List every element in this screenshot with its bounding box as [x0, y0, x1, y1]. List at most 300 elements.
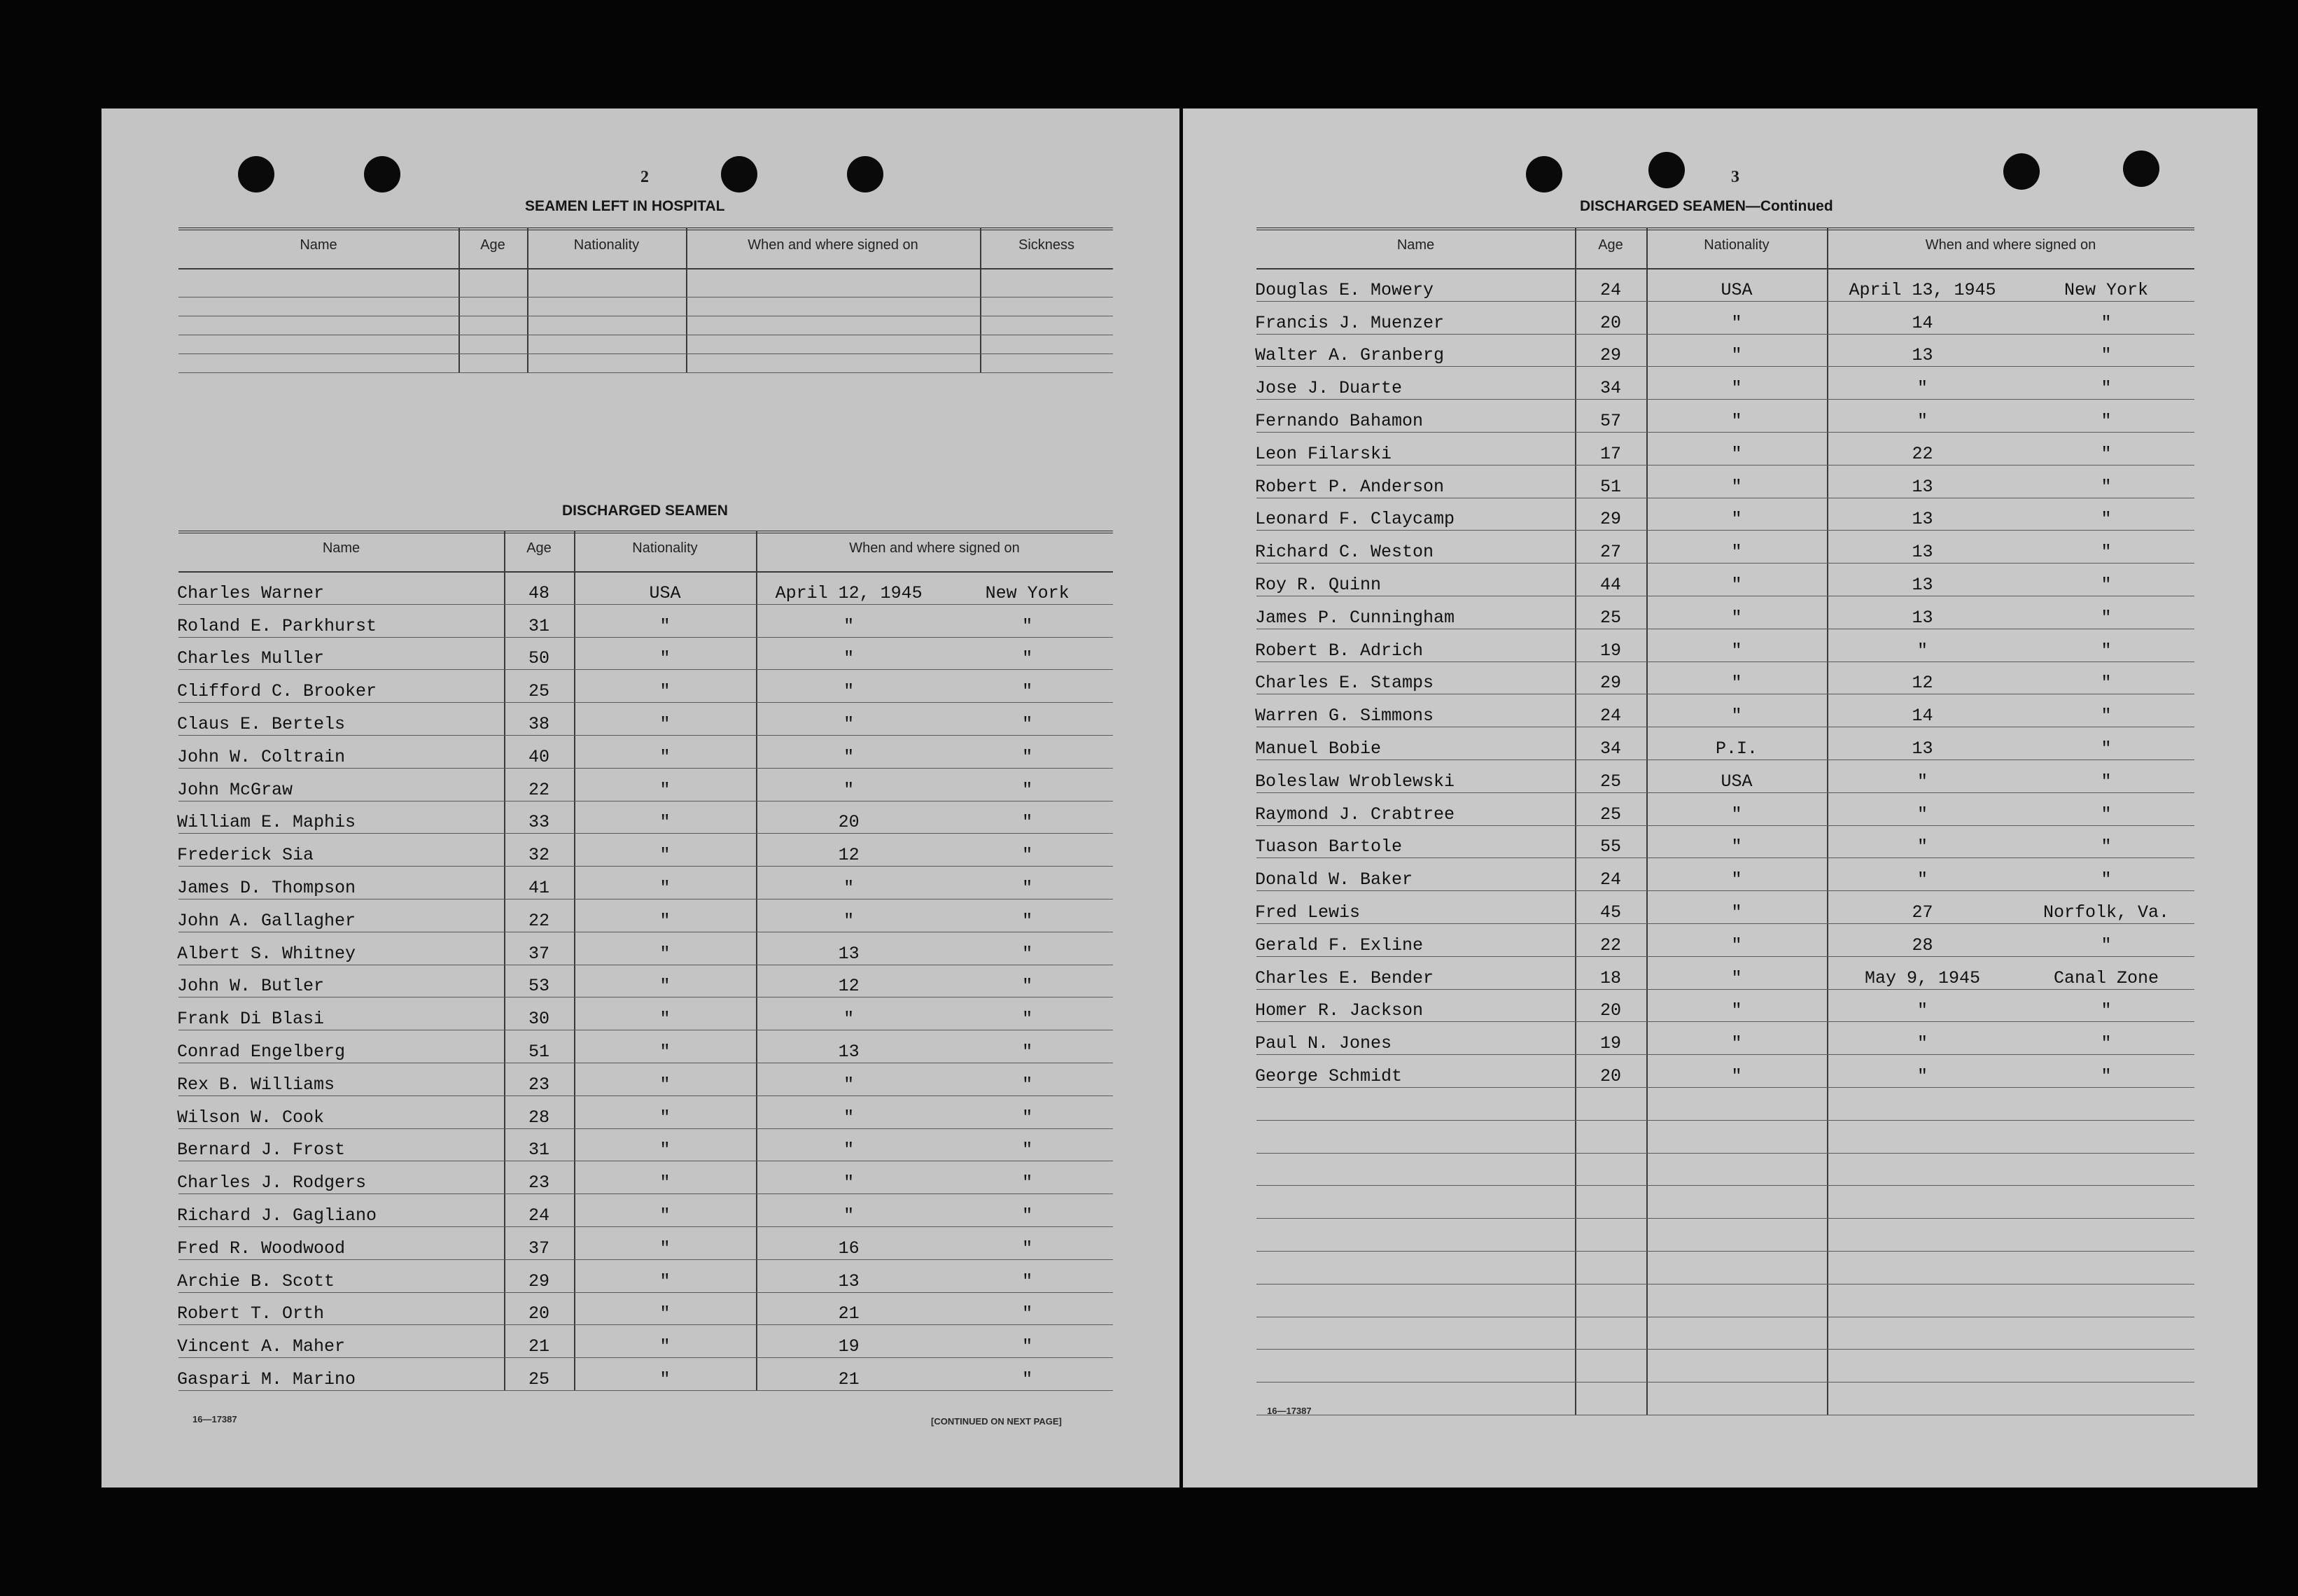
column-header: Name: [1396, 237, 1435, 253]
seaman-nationality: ": [659, 1303, 671, 1324]
seaman-name: Frederick Sia: [177, 845, 314, 866]
row-rule: [178, 1259, 1113, 1260]
column-divider: [527, 227, 528, 372]
signed-on-place: ": [1022, 812, 1033, 833]
seaman-nationality: ": [659, 779, 671, 800]
seaman-age: 29: [1599, 509, 1621, 530]
row-rule: [178, 833, 1113, 834]
hospital-section-title: SEAMEN LEFT IN HOSPITAL: [525, 198, 725, 214]
signed-on-place: ": [2101, 738, 2112, 759]
signed-on-place: ": [2101, 411, 2112, 431]
right-page: [1183, 108, 2257, 1488]
seaman-name: Gaspari M. Marino: [177, 1369, 356, 1390]
signed-on-date: ": [1917, 1000, 1928, 1021]
seaman-nationality: ": [1731, 902, 1742, 923]
column-header: When and where signed on: [1925, 237, 2096, 253]
seaman-age: 22: [1599, 934, 1621, 955]
seaman-nationality: ": [1731, 640, 1742, 661]
seaman-age: 19: [1599, 1033, 1621, 1054]
seaman-age: 23: [528, 1074, 549, 1095]
signed-on-place: ": [1022, 779, 1033, 800]
seaman-nationality: ": [1731, 443, 1742, 464]
signed-on-date: 13: [838, 1042, 860, 1062]
seaman-age: 25: [1599, 607, 1621, 628]
seaman-age: 24: [1599, 279, 1621, 300]
signed-on-place: ": [1022, 1172, 1033, 1194]
row-rule: [1256, 923, 2194, 924]
seaman-nationality: ": [659, 714, 671, 734]
signed-on-date: ": [843, 746, 855, 767]
seaman-nationality: ": [1731, 967, 1742, 988]
seaman-name: Roland E. Parkhurst: [177, 615, 377, 636]
row-rule: [1256, 989, 2194, 990]
seaman-age: 19: [1599, 640, 1621, 661]
seaman-age: 27: [1599, 542, 1621, 563]
signed-on-place: ": [1022, 1270, 1033, 1292]
seaman-nationality: ": [659, 1336, 671, 1357]
signed-on-place: ": [1022, 1074, 1033, 1095]
seaman-age: 24: [528, 1205, 549, 1226]
seaman-name: Robert B. Adrich: [1255, 640, 1424, 661]
seaman-nationality: USA: [1721, 279, 1753, 300]
header-rule: [178, 268, 1113, 270]
seaman-name: Robert P. Anderson: [1255, 476, 1445, 497]
form-number: 16—17387: [1267, 1406, 1312, 1416]
row-rule: [178, 801, 1113, 802]
signed-on-date: ": [1917, 804, 1928, 825]
column-divider: [686, 227, 687, 372]
punch-hole: [2123, 150, 2159, 187]
signed-on-date: ": [1917, 836, 1928, 858]
page-number: 2: [640, 168, 649, 186]
seaman-nationality: ": [1731, 542, 1742, 563]
signed-on-date: 16: [838, 1238, 860, 1259]
seaman-name: Leon Filarski: [1255, 443, 1392, 464]
seaman-nationality: ": [1731, 869, 1742, 890]
signed-on-date: 13: [1912, 542, 1933, 563]
seaman-name: Robert T. Orth: [177, 1303, 325, 1324]
signed-on-place: ": [1022, 615, 1033, 636]
row-rule: [178, 866, 1113, 867]
column-header: When and where signed on: [849, 540, 1020, 556]
signed-on-place: ": [2101, 934, 2112, 955]
column-header: Age: [1598, 237, 1623, 253]
seaman-name: Frank Di Blasi: [177, 1009, 325, 1030]
seaman-age: 41: [528, 878, 549, 898]
column-header: Age: [526, 540, 552, 556]
seaman-name: Manuel Bobie: [1255, 738, 1382, 759]
signed-on-date: 13: [1912, 607, 1933, 628]
row-rule: [1256, 334, 2194, 335]
signed-on-date: 12: [1912, 673, 1933, 694]
signed-on-date: 13: [1912, 345, 1933, 366]
seaman-nationality: ": [659, 943, 671, 964]
seaman-age: 23: [528, 1172, 549, 1194]
signed-on-date: 22: [1912, 443, 1933, 464]
column-header: Nationality: [632, 540, 698, 556]
signed-on-date: 12: [838, 845, 860, 866]
signed-on-date: ": [1917, 771, 1928, 792]
seaman-name: Albert S. Whitney: [177, 943, 356, 964]
row-rule: [1256, 366, 2194, 367]
seaman-age: 24: [1599, 706, 1621, 727]
seaman-name: Jose J. Duarte: [1255, 378, 1403, 399]
row-rule: [178, 604, 1113, 605]
seaman-age: 38: [528, 714, 549, 734]
row-rule: [1256, 1153, 2194, 1154]
form-number: 16—17387: [192, 1414, 237, 1424]
signed-on-place: ": [1022, 1042, 1033, 1062]
seaman-age: 34: [1599, 738, 1621, 759]
signed-on-place: ": [1022, 1369, 1033, 1390]
seaman-nationality: ": [1731, 607, 1742, 628]
seaman-nationality: ": [659, 1270, 671, 1292]
signed-on-place: ": [2101, 345, 2112, 366]
seaman-nationality: ": [659, 1042, 671, 1062]
signed-on-place: ": [2101, 673, 2112, 694]
seaman-age: 51: [528, 1042, 549, 1062]
seaman-name: Roy R. Quinn: [1255, 575, 1382, 595]
seaman-age: 37: [528, 943, 549, 964]
signed-on-date: ": [843, 681, 855, 702]
seaman-name: Charles Muller: [177, 648, 325, 669]
seaman-age: 25: [1599, 771, 1621, 792]
seaman-age: 33: [528, 812, 549, 833]
seaman-age: 55: [1599, 836, 1621, 858]
seaman-age: 29: [1599, 673, 1621, 694]
column-header: Name: [300, 237, 337, 253]
seaman-nationality: ": [659, 1107, 671, 1128]
signed-on-place: ": [1022, 746, 1033, 767]
seaman-nationality: ": [659, 1140, 671, 1161]
seaman-age: 50: [528, 648, 549, 669]
signed-on-date: 14: [1912, 706, 1933, 727]
seaman-name: Fred Lewis: [1255, 902, 1361, 923]
seaman-nationality: ": [1731, 1000, 1742, 1021]
signed-on-place: ": [2101, 771, 2112, 792]
seaman-nationality: ": [1731, 1066, 1742, 1086]
signed-on-date: ": [843, 910, 855, 931]
seaman-age: 25: [528, 1369, 549, 1390]
seaman-age: 21: [528, 1336, 549, 1357]
signed-on-date: April 13, 1945: [1849, 279, 1996, 300]
row-rule: [1256, 825, 2194, 826]
seaman-nationality: ": [659, 1238, 671, 1259]
seaman-age: 40: [528, 746, 549, 767]
signed-on-place: New York: [985, 582, 1070, 603]
row-rule: [1256, 792, 2194, 793]
signed-on-place: ": [1022, 943, 1033, 964]
signed-on-place: ": [1022, 1336, 1033, 1357]
seaman-age: 30: [528, 1009, 549, 1030]
signed-on-date: ": [843, 1074, 855, 1095]
seaman-name: Paul N. Jones: [1255, 1033, 1392, 1054]
signed-on-date: 14: [1912, 312, 1933, 333]
signed-on-place: ": [1022, 1205, 1033, 1226]
row-rule: [1256, 563, 2194, 564]
row-rule: [178, 735, 1113, 736]
seaman-nationality: ": [659, 1369, 671, 1390]
row-rule: [178, 372, 1113, 373]
seaman-age: 31: [528, 1140, 549, 1161]
row-rule: [178, 1128, 1113, 1129]
signed-on-date: 21: [838, 1369, 860, 1390]
seaman-age: 53: [528, 976, 549, 997]
seaman-nationality: ": [1731, 673, 1742, 694]
seaman-name: Gerald F. Exline: [1255, 934, 1424, 955]
signed-on-date: 28: [1912, 934, 1933, 955]
signed-on-date: ": [1917, 869, 1928, 890]
punch-hole: [1648, 152, 1685, 188]
row-rule: [178, 637, 1113, 638]
signed-on-date: ": [843, 1107, 855, 1128]
signed-on-place: ": [2101, 804, 2112, 825]
seaman-age: 45: [1599, 902, 1621, 923]
signed-on-place: ": [2101, 1066, 2112, 1086]
left-page: [101, 108, 1179, 1488]
signed-on-date: 13: [1912, 738, 1933, 759]
signed-on-date: ": [1917, 378, 1928, 399]
column-header: Nationality: [1704, 237, 1770, 253]
signed-on-place: ": [1022, 681, 1033, 702]
signed-on-date: 19: [838, 1336, 860, 1357]
row-rule: [178, 1292, 1113, 1293]
seaman-name: Archie B. Scott: [177, 1270, 335, 1292]
signed-on-place: ": [2101, 1033, 2112, 1054]
seaman-name: Conrad Engelberg: [177, 1042, 346, 1062]
signed-on-place: ": [2101, 836, 2112, 858]
seaman-nationality: ": [1731, 411, 1742, 431]
seaman-age: 18: [1599, 967, 1621, 988]
seaman-nationality: ": [1731, 804, 1742, 825]
seaman-age: 22: [528, 910, 549, 931]
punch-hole: [364, 156, 400, 192]
signed-on-place: ": [1022, 910, 1033, 931]
seaman-nationality: ": [659, 681, 671, 702]
row-rule: [178, 297, 1113, 298]
row-rule: [1256, 1054, 2194, 1055]
seaman-nationality: ": [659, 910, 671, 931]
row-rule: [1256, 1120, 2194, 1121]
signed-on-date: ": [843, 779, 855, 800]
seaman-age: 22: [528, 779, 549, 800]
signed-on-place: ": [2101, 706, 2112, 727]
row-rule: [1256, 1251, 2194, 1252]
seaman-age: 20: [1599, 1066, 1621, 1086]
row-rule: [1256, 1218, 2194, 1219]
seaman-nationality: ": [1731, 509, 1742, 530]
signed-on-date: ": [843, 1140, 855, 1161]
seaman-name: Charles J. Rodgers: [177, 1172, 367, 1194]
seaman-name: John W. Butler: [177, 976, 325, 997]
table-top-rule: [178, 531, 1113, 533]
signed-on-place: ": [1022, 1107, 1033, 1128]
header-rule: [178, 571, 1113, 573]
row-rule: [1256, 956, 2194, 957]
signed-on-date: ": [843, 648, 855, 669]
row-rule: [1256, 1349, 2194, 1350]
row-rule: [1256, 301, 2194, 302]
signed-on-place: ": [1022, 1140, 1033, 1161]
signed-on-date: 21: [838, 1303, 860, 1324]
signed-on-place: ": [2101, 640, 2112, 661]
signed-on-date: 13: [1912, 509, 1933, 530]
seaman-name: James P. Cunningham: [1255, 607, 1455, 628]
discharged-section-title: DISCHARGED SEAMEN: [562, 503, 728, 519]
header-rule: [1256, 268, 2194, 270]
seaman-name: George Schmidt: [1255, 1066, 1403, 1086]
seaman-age: 31: [528, 615, 549, 636]
row-rule: [1256, 1087, 2194, 1088]
seaman-nationality: ": [1731, 934, 1742, 955]
signed-on-place: ": [1022, 845, 1033, 866]
seaman-name: John W. Coltrain: [177, 746, 346, 767]
column-divider: [980, 227, 981, 372]
seaman-age: 17: [1599, 443, 1621, 464]
seaman-age: 48: [528, 582, 549, 603]
punch-hole: [721, 156, 757, 192]
seaman-name: Tuason Bartole: [1255, 836, 1403, 858]
seaman-nationality: ": [1731, 575, 1742, 595]
signed-on-date: ": [1917, 1033, 1928, 1054]
seaman-name: Homer R. Jackson: [1255, 1000, 1424, 1021]
punch-hole: [2003, 153, 2040, 190]
row-rule: [1256, 530, 2194, 531]
row-rule: [1256, 399, 2194, 400]
seaman-name: John A. Gallagher: [177, 910, 356, 931]
signed-on-place: ": [2101, 607, 2112, 628]
signed-on-place: ": [1022, 976, 1033, 997]
seaman-name: Donald W. Baker: [1255, 869, 1413, 890]
row-rule: [1256, 1021, 2194, 1022]
seaman-name: Leonard F. Claycamp: [1255, 509, 1455, 530]
signed-on-date: April 12, 1945: [775, 582, 923, 603]
seaman-age: 51: [1599, 476, 1621, 497]
column-header: Sickness: [1018, 237, 1075, 253]
row-rule: [1256, 1185, 2194, 1186]
signed-on-date: ": [1917, 1066, 1928, 1086]
signed-on-place: ": [2101, 443, 2112, 464]
signed-on-date: ": [843, 1009, 855, 1030]
seaman-nationality: USA: [1721, 771, 1753, 792]
seaman-name: Raymond J. Crabtree: [1255, 804, 1455, 825]
punch-hole: [847, 156, 883, 192]
seaman-age: 20: [1599, 1000, 1621, 1021]
signed-on-place: Canal Zone: [2053, 967, 2159, 988]
seaman-age: 44: [1599, 575, 1621, 595]
signed-on-date: 13: [1912, 575, 1933, 595]
right-section-title: DISCHARGED SEAMEN—Continued: [1580, 198, 1833, 214]
seaman-name: Douglas E. Mowery: [1255, 279, 1434, 300]
signed-on-place: ": [2101, 509, 2112, 530]
seaman-nationality: ": [1731, 836, 1742, 858]
signed-on-date: 13: [838, 943, 860, 964]
seaman-name: Claus E. Bertels: [177, 714, 346, 734]
signed-on-date: ": [1917, 640, 1928, 661]
signed-on-place: ": [2101, 575, 2112, 595]
seaman-age: 20: [528, 1303, 549, 1324]
column-divider: [458, 227, 460, 372]
seaman-name: Boleslaw Wroblewski: [1255, 771, 1455, 792]
seaman-age: 29: [528, 1270, 549, 1292]
seaman-age: 20: [1599, 312, 1621, 333]
row-rule: [1256, 432, 2194, 433]
signed-on-date: 12: [838, 976, 860, 997]
seaman-name: Walter A. Granberg: [1255, 345, 1445, 366]
signed-on-place: ": [2101, 869, 2112, 890]
signed-on-place: ": [2101, 542, 2112, 563]
seaman-name: Richard J. Gagliano: [177, 1205, 377, 1226]
punch-hole: [1526, 156, 1562, 192]
row-rule: [178, 768, 1113, 769]
seaman-nationality: ": [659, 615, 671, 636]
seaman-name: John McGraw: [177, 779, 293, 800]
page-number: 3: [1731, 168, 1739, 186]
signed-on-date: ": [843, 1172, 855, 1194]
seaman-name: Charles E. Bender: [1255, 967, 1434, 988]
signed-on-place: ": [2101, 1000, 2112, 1021]
column-header: Name: [322, 540, 360, 556]
signed-on-date: ": [843, 615, 855, 636]
seaman-nationality: ": [659, 976, 671, 997]
column-header: Age: [480, 237, 505, 253]
signed-on-place: ": [2101, 378, 2112, 399]
signed-on-place: ": [2101, 312, 2112, 333]
seaman-nationality: ": [1731, 1033, 1742, 1054]
seaman-nationality: ": [659, 845, 671, 866]
continued-note: [CONTINUED ON NEXT PAGE]: [931, 1416, 1062, 1427]
seaman-nationality: USA: [649, 582, 681, 603]
seaman-name: Wilson W. Cook: [177, 1107, 325, 1128]
row-rule: [178, 669, 1113, 670]
signed-on-date: May 9, 1945: [1864, 967, 1981, 988]
seaman-nationality: ": [659, 1205, 671, 1226]
signed-on-place: ": [1022, 648, 1033, 669]
column-header: When and where signed on: [748, 237, 918, 253]
signed-on-date: 13: [838, 1270, 860, 1292]
seaman-name: Bernard J. Frost: [177, 1140, 346, 1161]
signed-on-place: ": [1022, 714, 1033, 734]
seaman-name: William E. Maphis: [177, 812, 356, 833]
seaman-age: 57: [1599, 411, 1621, 431]
seaman-nationality: ": [659, 746, 671, 767]
seaman-name: Clifford C. Brooker: [177, 681, 377, 702]
signed-on-place: ": [1022, 1303, 1033, 1324]
seaman-nationality: ": [1731, 312, 1742, 333]
signed-on-place: ": [1022, 1238, 1033, 1259]
seaman-nationality: ": [659, 1074, 671, 1095]
seaman-nationality: ": [659, 1009, 671, 1030]
signed-on-date: 13: [1912, 476, 1933, 497]
signed-on-place: ": [2101, 476, 2112, 497]
seaman-age: 37: [528, 1238, 549, 1259]
signed-on-date: ": [1917, 411, 1928, 431]
row-rule: [1256, 890, 2194, 891]
signed-on-date: ": [843, 1205, 855, 1226]
seaman-name: Vincent A. Maher: [177, 1336, 346, 1357]
row-rule: [178, 1357, 1113, 1358]
seaman-nationality: ": [1731, 345, 1742, 366]
seaman-nationality: ": [659, 1172, 671, 1194]
seaman-age: 28: [528, 1107, 549, 1128]
seaman-name: Fred R. Woodwood: [177, 1238, 346, 1259]
seaman-name: Francis J. Muenzer: [1255, 312, 1445, 333]
signed-on-date: 27: [1912, 902, 1933, 923]
seaman-age: 25: [528, 681, 549, 702]
seaman-nationality: ": [659, 878, 671, 898]
row-rule: [178, 1390, 1113, 1391]
seaman-name: Richard C. Weston: [1255, 542, 1434, 563]
